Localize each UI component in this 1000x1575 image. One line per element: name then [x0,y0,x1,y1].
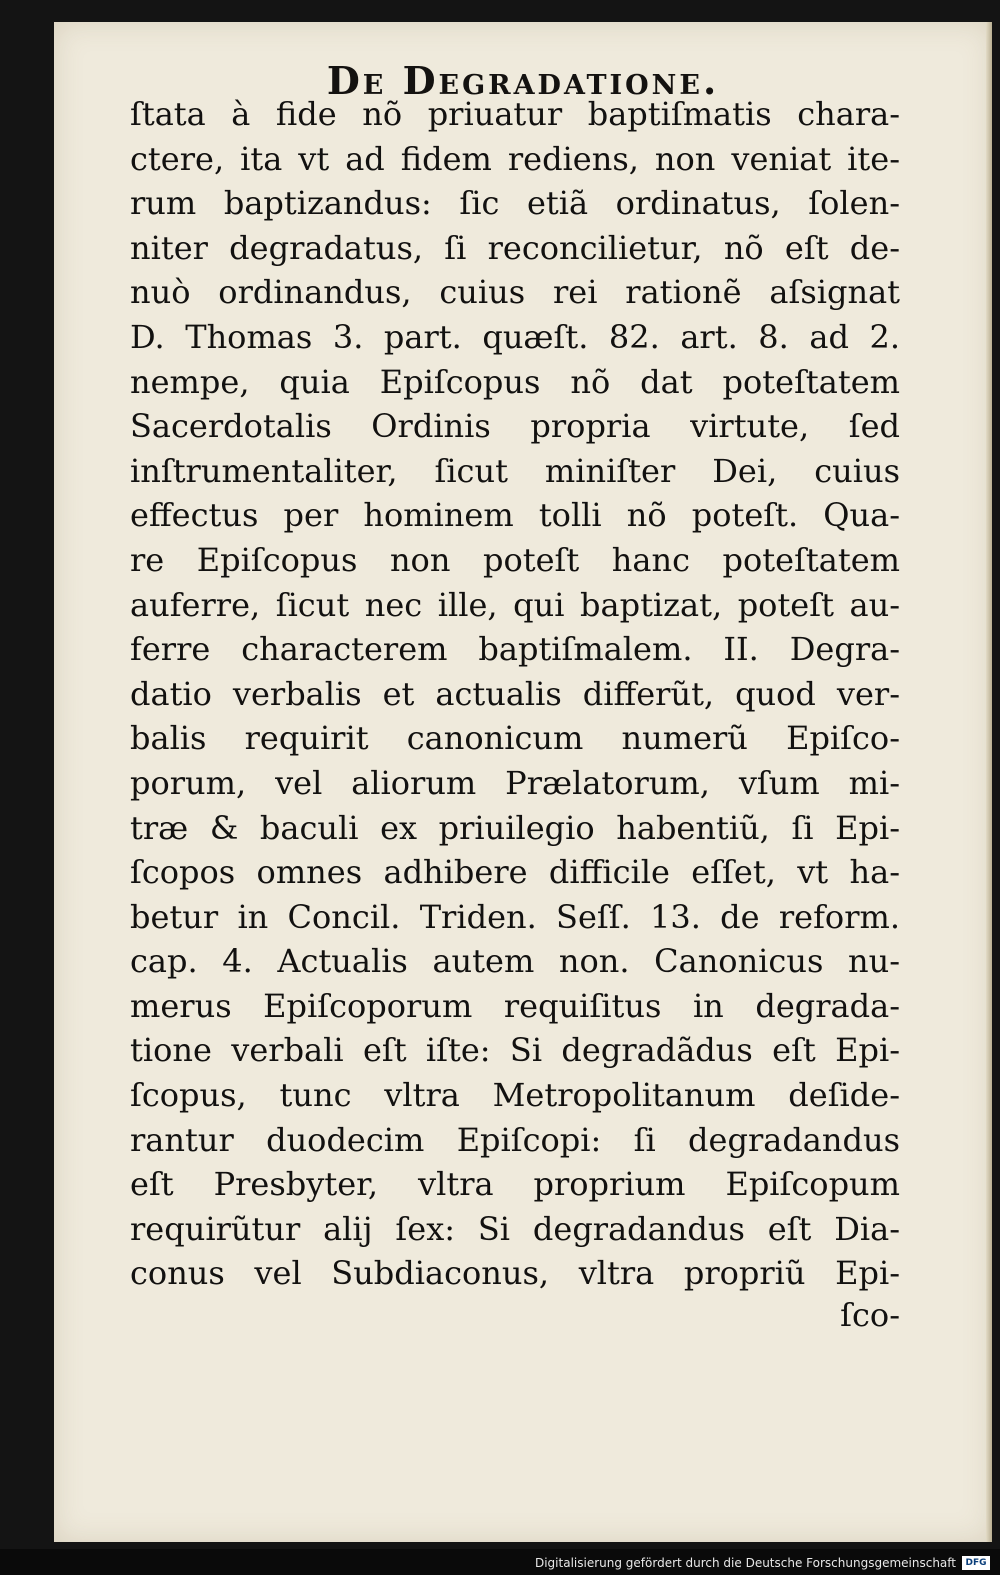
text-line: ferre characterem baptiſmalem. II. Degra- [130,630,900,669]
text-line: tione verbali eſt iſte: Si degradãdus eſt Epi- [130,1031,900,1070]
text-line: conus vel Subdiaconus, vltra propriũ Epi- [130,1254,900,1293]
text-line: træ & baculi ex priuilegio habentiũ, ſi Epi- [130,808,900,847]
text-line: datio verbalis et actualis differũt, quod ver- [130,674,900,713]
text-line: merus Epiſcoporum requiſitus in degrada- [130,986,900,1025]
footer-bar [0,1549,1000,1575]
text-line: D. Thomas 3. part. quæſt. 82. art. 8. ad 2. [130,317,900,356]
text-line: inſtrumentaliter, ſicut miniſter Dei, cuius [130,451,900,490]
text-line: ctere, ita vt ad fidem rediens, non veniat ite- [130,139,900,178]
text-line: auferre, ſicut nec ille, qui baptizat, poteſt au- [130,585,900,624]
body-text [130,92,900,1296]
text-line: requirũtur alij ſex: Si degradandus eſt Dia- [130,1209,900,1248]
text-line: eſt Presbyter, vltra proprium Epiſcopum [130,1165,900,1204]
running-title: De Degradatione. [326,58,720,103]
text-line: balis requirit canonicum numerũ Epiſco- [130,719,900,758]
text-line: nuò ordinandus, cuius rei rationẽ aſsignat [130,273,900,312]
digitization-credit: Digitalisierung gefördert durch die Deutsche Forschungsgemeinschaft [534,1556,956,1570]
text-line: nempe, quia Epiſcopus nõ dat poteſtatem [130,362,900,401]
text-line: re Epiſcopus non poteſt hanc poteſtatem [130,540,900,579]
text-line: ſtata à fide nõ priuatur baptiſmatis chara- [130,95,900,133]
text-line: rantur duodecim Epiſcopi: ſi degradandus [130,1120,900,1159]
text-line: ſcopos omnes adhibere difficile eſſet, vt ha- [130,853,900,892]
text-line: cap. 4. Actualis autem non. Canonicus nu- [130,942,900,981]
text-line: betur in Concil. Triden. Seſſ. 13. de reform. [130,897,900,936]
dfg-logo: DFG [962,1556,990,1570]
text-line: niter degradatus, ſi reconcilietur, nõ eſt de- [130,228,900,267]
text-line: porum, vel aliorum Prælatorum, vſum mi- [130,763,900,802]
catchword: ſco- [840,1296,900,1334]
text-line: effectus per hominem tolli nõ poteſt. Qua- [130,496,900,535]
text-line: Sacerdotalis Ordinis propria virtute, ſed [130,407,900,446]
text-line: ſcopus, tunc vltra Metropolitanum deſide- [130,1076,900,1115]
text-line: rum baptizandus: ſic etiã ordinatus, ſolen- [130,184,900,223]
page-edge [986,22,992,1542]
